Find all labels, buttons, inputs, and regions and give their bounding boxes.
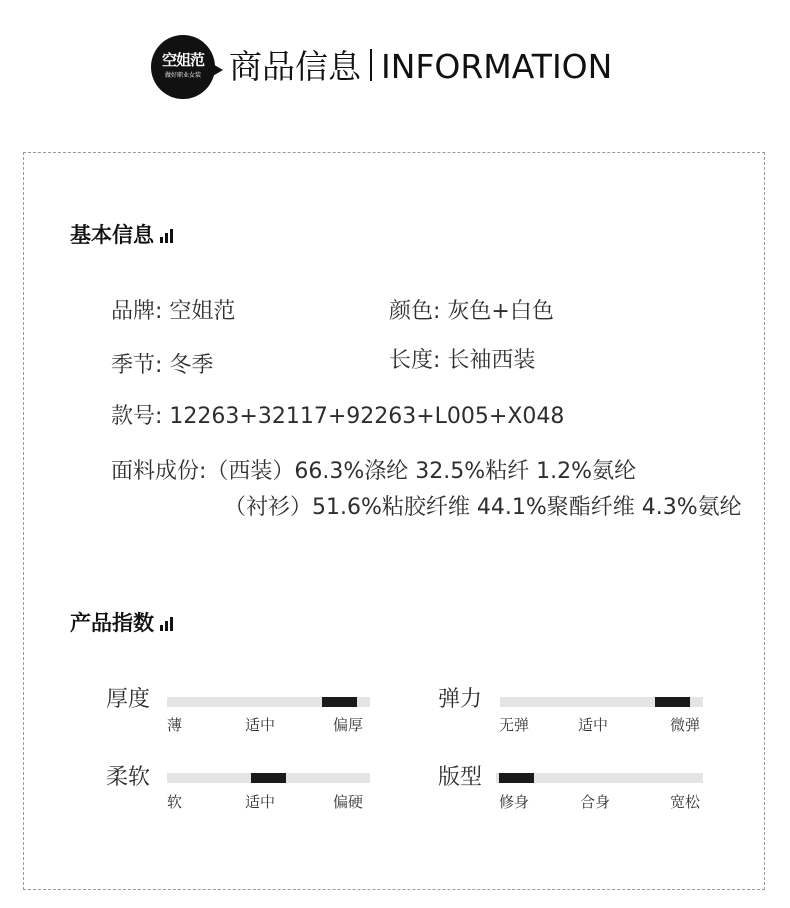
color-value: 灰色+白色 [447,299,554,324]
thickness-tick-low: 薄 [167,716,183,734]
length-field [389,346,535,376]
fit-label: 版型 [438,765,483,790]
material-label: 面料成份: [111,459,207,484]
softness-label: 柔软 [106,765,151,790]
material-field [111,457,636,487]
softness-track [167,773,370,783]
fit-tick-mid: 合身 [580,793,611,811]
brand-value: 空姐范 [169,299,236,324]
fit-track [496,773,703,783]
fit-tick-high: 宽松 [670,793,701,811]
elasticity-tick-low: 无弹 [499,716,530,734]
fit-tick-low: 修身 [499,793,530,811]
brand-logo [151,35,215,99]
elasticity-track [500,697,703,707]
model-field [111,402,564,432]
length-value: 长袖西装 [447,348,536,373]
logo-text: 空姐范 [161,51,204,69]
product-index-heading [70,609,176,637]
thickness-level-marker [322,697,357,707]
length-label: 长度: [389,348,441,373]
basic-info-title: 基本信息 [70,223,154,247]
elasticity-tick-high: 微弹 [670,716,701,734]
thickness-tick-high: 偏厚 [333,716,364,734]
elasticity-tick-mid: 适中 [578,716,609,734]
softness-level-marker [251,773,286,783]
fit-level-marker [499,773,534,783]
model-value: 12263+32117+92263+L005+X048 [169,404,565,429]
brand-label: 品牌: [111,299,163,324]
softness-tick-high: 偏硬 [333,793,364,811]
title-divider [370,49,372,81]
signal-bars-icon [160,229,176,243]
softness-tick-mid: 适中 [245,793,276,811]
material-line-shirt: （衬衫）51.6%粘胶纤维 44.1%聚酯纤维 4.3%氨纶 [224,495,742,520]
thickness-label: 厚度 [106,687,151,712]
logo-speech-tail [211,63,223,77]
softness-tick-low: 软 [167,793,183,811]
page-title-en: INFORMATION [381,47,613,86]
thickness-tick-mid: 适中 [245,716,276,734]
color-field [389,297,554,327]
product-index-title: 产品指数 [70,611,154,635]
material-line-suit: （西装）66.3%涤纶 32.5%粘纤 1.2%氨纶 [206,459,637,484]
logo-slogan: 做好职业女装 [164,72,201,79]
thickness-track [167,697,370,707]
season-value: 冬季 [169,353,214,378]
elasticity-label: 弹力 [438,687,483,712]
color-label: 颜色: [389,299,441,324]
brand-field [111,297,235,327]
basic-info-heading [70,221,176,249]
elasticity-level-marker [655,697,690,707]
season-field [111,351,213,381]
signal-bars-icon [160,617,176,631]
page-title-cn: 商品信息 [229,47,361,86]
page-title [229,45,612,89]
model-label: 款号: [111,404,163,429]
season-label: 季节: [111,353,163,378]
